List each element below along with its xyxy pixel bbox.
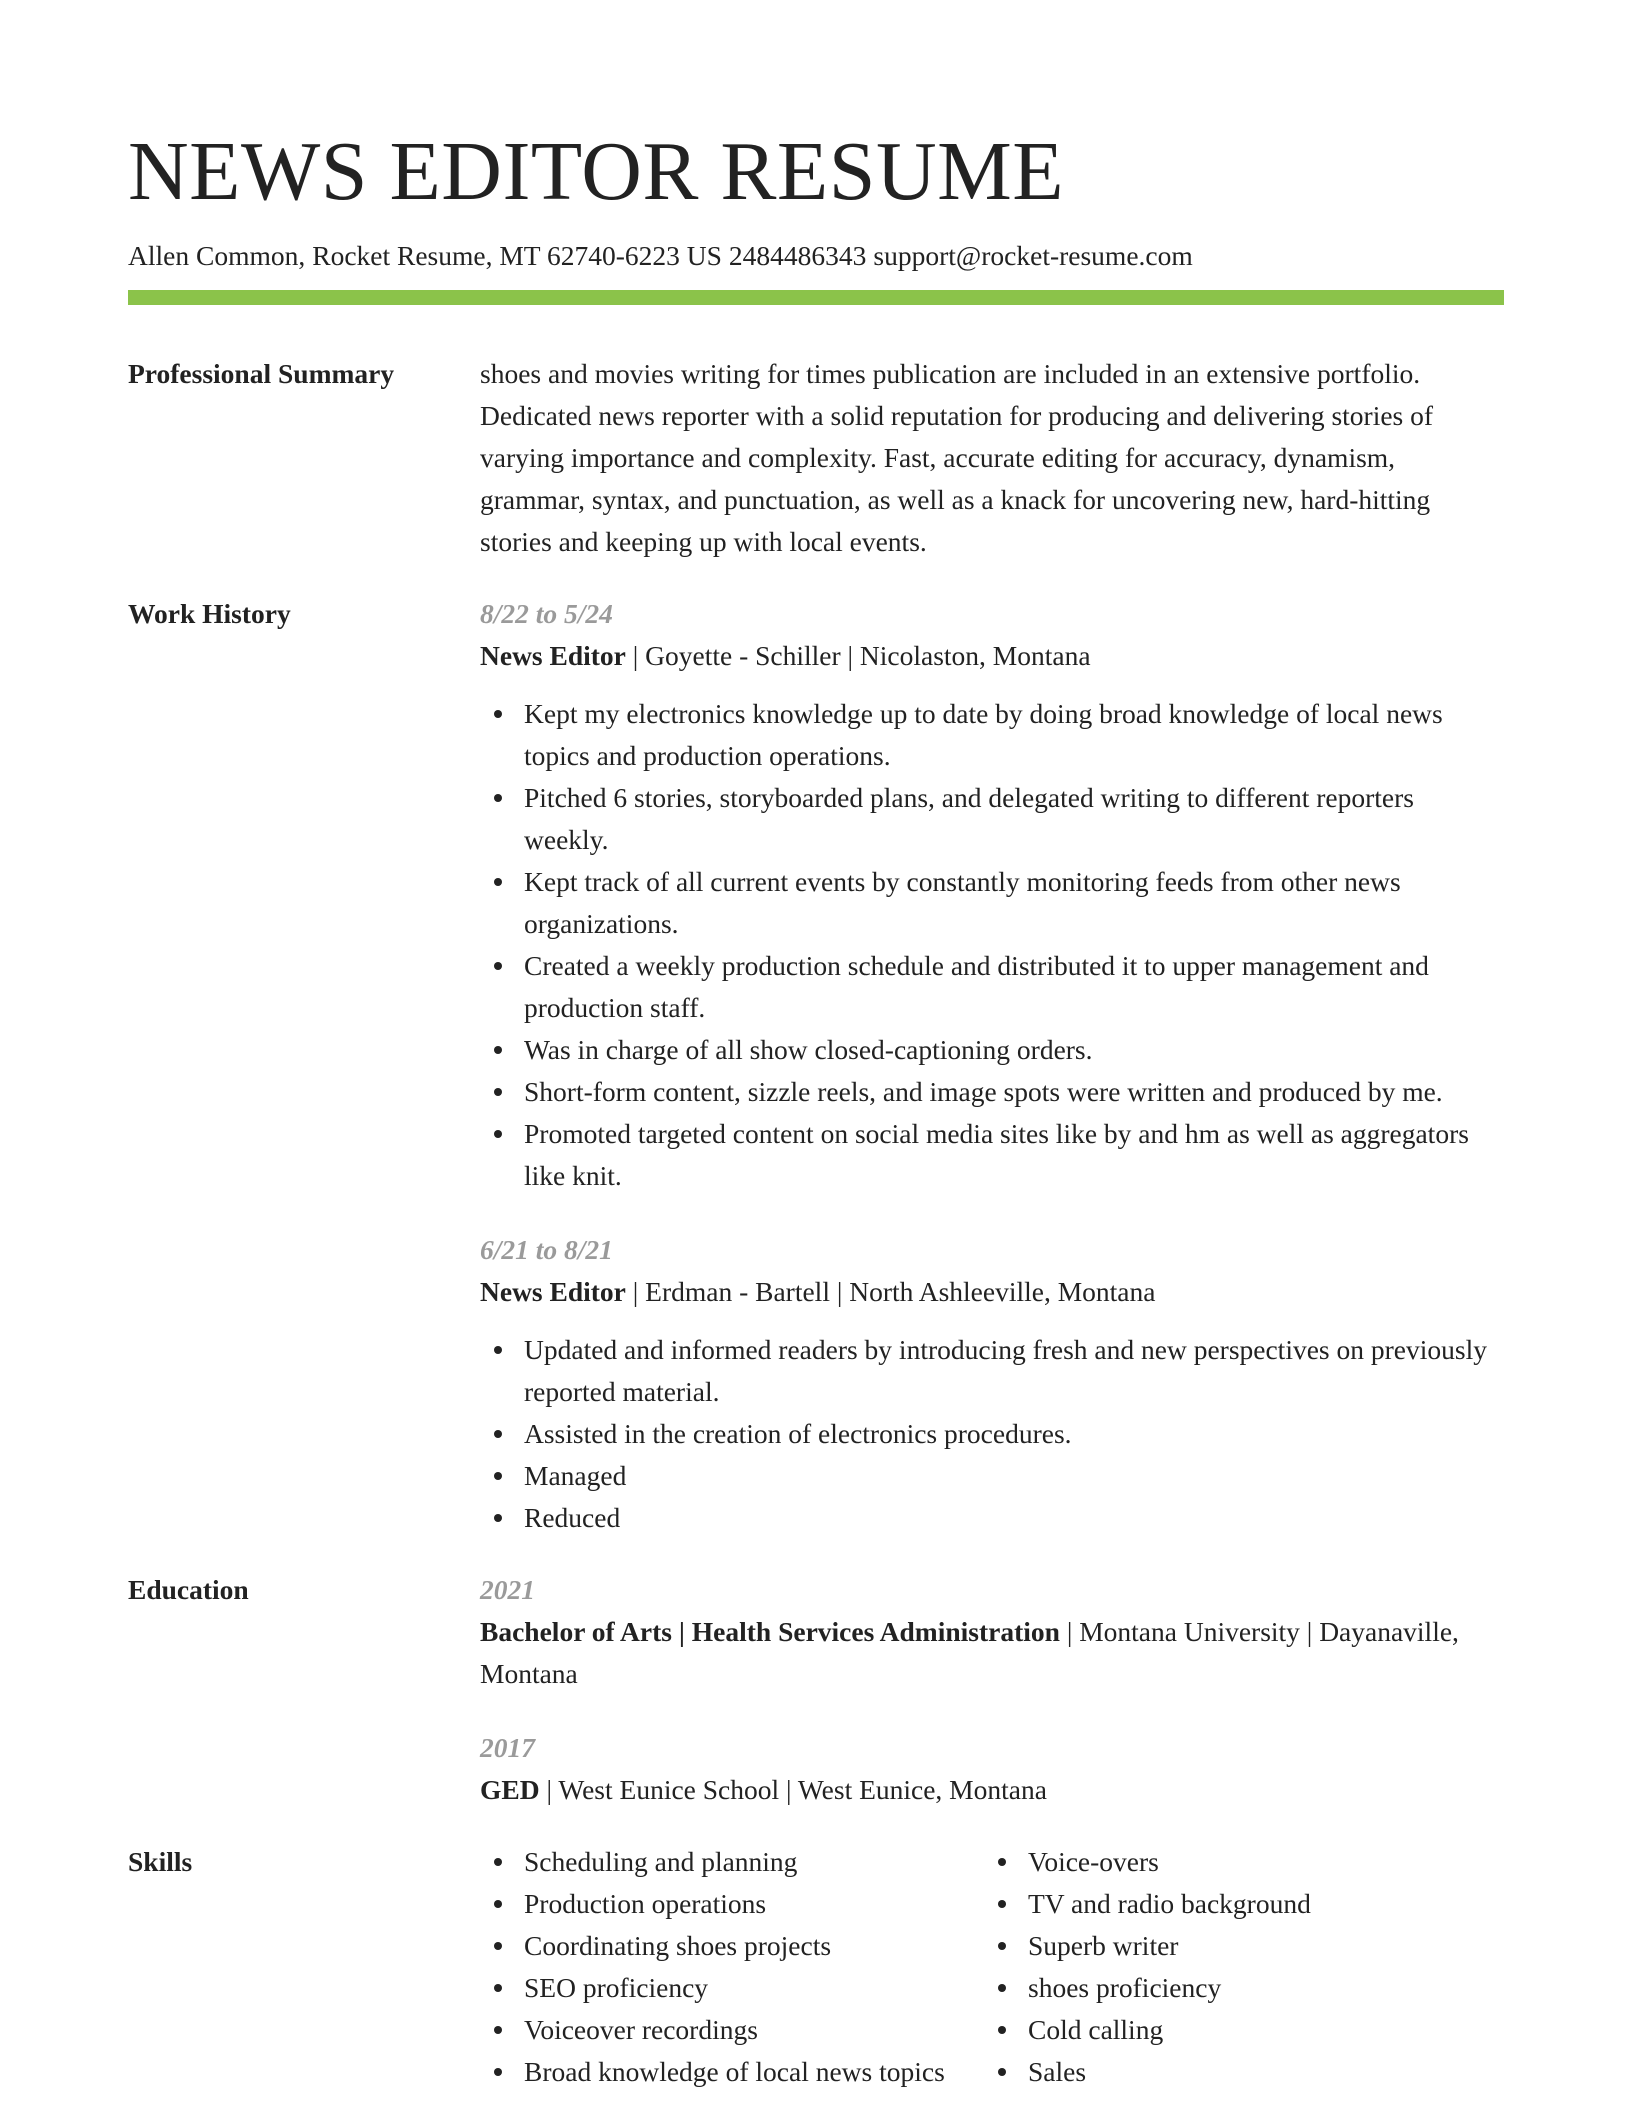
job-dates: 6/21 to 8/21 (480, 1234, 613, 1265)
contact-phone: 2484486343 (728, 240, 867, 271)
skill-item: Production operations (480, 1883, 984, 1925)
job-bullet: Updated and informed readers by introducing fresh and new perspectives on previously reported material. (480, 1329, 1504, 1413)
job-bullets (480, 693, 1504, 1197)
job-bullets (480, 1329, 1504, 1539)
skill-item: SEO proficiency (480, 1967, 984, 2009)
resume-title: NEWS EDITOR RESUME (128, 125, 1065, 218)
work-history-section (128, 593, 1504, 1539)
skills-heading: Skills (128, 1846, 193, 1877)
skill-item: shoes proficiency (984, 1967, 1384, 2009)
job-heading (480, 635, 1504, 677)
skills-column-2 (984, 1841, 1384, 2093)
skill-item: TV and radio background (984, 1883, 1384, 1925)
contact-name: Allen Common, (128, 240, 306, 271)
header-divider (128, 290, 1504, 305)
skill-item: Coordinating shoes projects (480, 1925, 984, 1967)
job-bullet: Pitched 6 stories, storyboarded plans, and delegated writing to different reporters weekly. (480, 777, 1504, 861)
education-heading: Education (128, 1574, 249, 1605)
job-bullet: Created a weekly production schedule and distributed it to upper management and production staff. (480, 945, 1504, 1029)
job-heading (480, 1271, 1504, 1313)
work-history-heading: Work History (128, 598, 291, 629)
education-year: 2017 (480, 1732, 535, 1763)
education-details: | Montana University | Dayanaville, Montana (480, 1616, 1459, 1689)
education-details: | West Eunice School | West Eunice, Montana (539, 1774, 1047, 1805)
skill-item: Broad knowledge of local news topics (480, 2051, 984, 2093)
education-entry (480, 1569, 1504, 1695)
education-heading-line (480, 1611, 1504, 1695)
summary-text: shoes and movies writing for times publication are included in an extensive portfolio. Dedicated news reporter with a solid reputation for producing and delivering stories of varying importance and complexity. Fast, accurate editing for accuracy, dynamism, grammar, syntax, and punctuation, as well as a knack for uncovering new, hard-hitting stories and keeping up with local events. (480, 358, 1434, 557)
job-entry (480, 1229, 1504, 1539)
job-bullet: Assisted in the creation of electronics procedures. (480, 1413, 1504, 1455)
job-dates: 8/22 to 5/24 (480, 598, 613, 629)
skill-item: Voice-overs (984, 1841, 1384, 1883)
contact-line (128, 238, 1504, 274)
job-title: News Editor (480, 1276, 626, 1307)
education-year: 2021 (480, 1574, 535, 1605)
summary-heading: Professional Summary (128, 358, 395, 389)
skill-item: Cold calling (984, 2009, 1384, 2051)
summary-section (128, 353, 1504, 563)
education-section (128, 1569, 1504, 1811)
job-bullet: Short-form content, sizzle reels, and image spots were written and produced by me. (480, 1071, 1504, 1113)
education-heading-line (480, 1769, 1504, 1811)
job-bullet: Managed (480, 1455, 1504, 1497)
job-entry (480, 593, 1504, 1197)
job-bullet: Promoted targeted content on social media sites like by and hm as well as aggregators like knit. (480, 1113, 1504, 1197)
job-bullet: Kept my electronics knowledge up to date by doing broad knowledge of local news topics and production operations. (480, 693, 1504, 777)
job-details: | Goyette - Schiller | Nicolaston, Montana (625, 640, 1091, 671)
job-title: News Editor (480, 640, 626, 671)
job-bullet: Was in charge of all show closed-captioning orders. (480, 1029, 1504, 1071)
skill-item: Scheduling and planning (480, 1841, 984, 1883)
skill-item: Voiceover recordings (480, 2009, 984, 2051)
skills-section (128, 1841, 1504, 2093)
skill-item: Sales (984, 2051, 1384, 2093)
contact-address: Rocket Resume, MT 62740-6223 US (312, 240, 722, 271)
job-details: | Erdman - Bartell | North Ashleeville, Montana (625, 1276, 1156, 1307)
resume-page (128, 126, 1504, 2093)
education-degree: Bachelor of Arts | Health Services Administration (480, 1616, 1060, 1647)
education-entry (480, 1727, 1504, 1811)
contact-email: support@rocket-resume.com (873, 240, 1193, 271)
job-bullet: Kept track of all current events by constantly monitoring feeds from other news organizations. (480, 861, 1504, 945)
skills-column-1 (480, 1841, 984, 2093)
skill-item: Superb writer (984, 1925, 1384, 1967)
job-bullet: Reduced (480, 1497, 1504, 1539)
education-degree: GED (480, 1774, 540, 1805)
